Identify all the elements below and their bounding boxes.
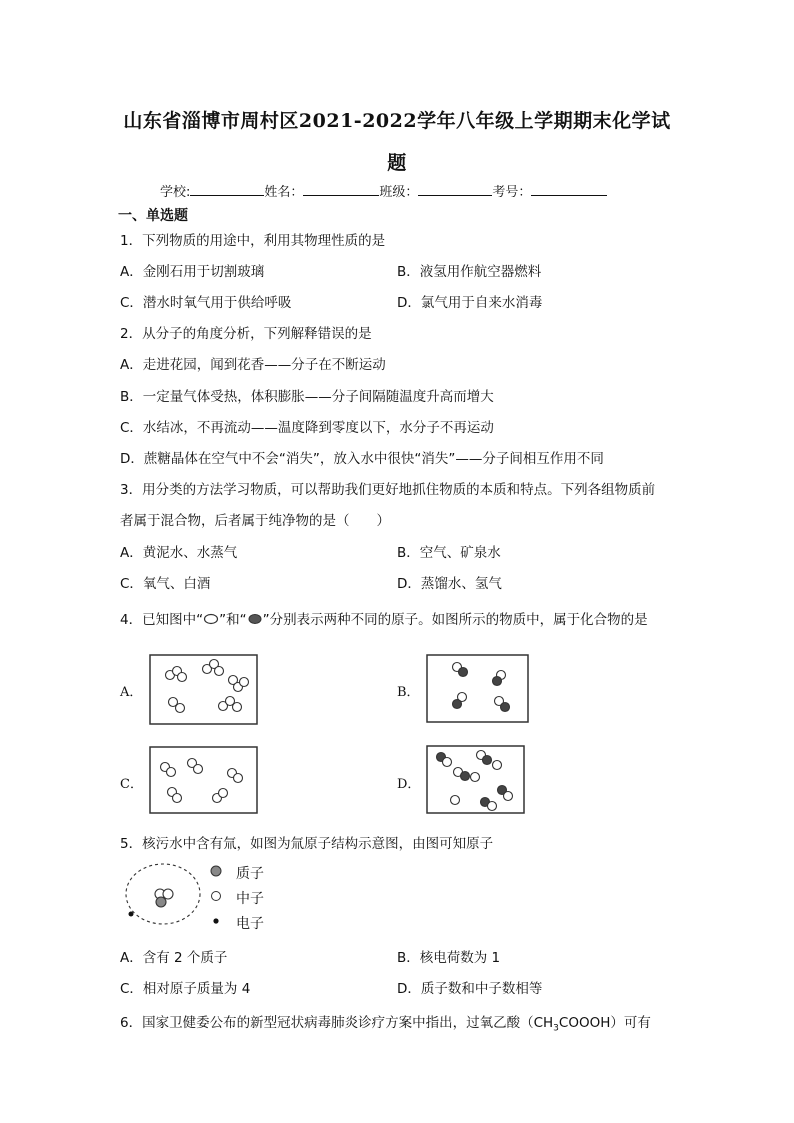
neutron-legend-label: 中子 <box>236 891 264 907</box>
number-label: 考号： <box>492 185 532 200</box>
tritium-atom-diagram <box>119 858 209 928</box>
q6-stem-part2: COOOH）可有 <box>558 1015 651 1031</box>
q5-option-a[interactable]: A．含有 2 个质子 <box>120 950 228 966</box>
q1-option-a[interactable]: A．金刚石用于切割玻璃 <box>120 264 265 280</box>
q1-option-d[interactable]: D．氯气用于自来水消毒 <box>397 295 543 311</box>
name-label: 姓名： <box>264 185 304 200</box>
q4-option-d-label[interactable]: D． <box>397 777 421 792</box>
proton-legend-icon <box>209 864 223 878</box>
q2-option-c[interactable]: C．水结冰，不再流动——温度降到零度以下，水分子不再运动 <box>120 420 494 436</box>
q3-option-a[interactable]: A．黄泥水、水蒸气 <box>120 545 238 561</box>
q4-option-c-label[interactable]: C． <box>120 777 143 792</box>
q1-option-c[interactable]: C．潜水时氧气用于供给呼吸 <box>120 295 292 311</box>
document-title-line1: 山东省淄博市周村区2021-2022学年八年级上学期期末化学试 <box>123 110 671 132</box>
q2-stem: 2．从分子的角度分析，下列解释错误的是 <box>120 326 372 342</box>
q4-option-a-label[interactable]: A． <box>120 685 143 700</box>
q1-option-b[interactable]: B．液氢用作航空器燃料 <box>397 264 542 280</box>
q3-option-b[interactable]: B．空气、矿泉水 <box>397 545 501 561</box>
electron-legend-icon <box>209 914 223 928</box>
q2-option-a[interactable]: A．走进花园，闻到花香——分子在不断运动 <box>120 357 386 373</box>
q6-stem-part1: 6．国家卫健委公布的新型冠状病毒肺炎诊疗方案中指出，过氧乙酸（CH <box>120 1015 554 1031</box>
section-heading: 一、单选题 <box>118 208 188 224</box>
q3-stem-line1: 3．用分类的方法学习物质，可以帮助我们更好地抓住物质的本质和特点。下列各组物质前 <box>120 482 656 498</box>
electron-legend-label: 电子 <box>236 916 264 932</box>
q2-option-b[interactable]: B．一定量气体受热，体积膨胀——分子间隔随温度升高而增大 <box>120 389 494 405</box>
q5-option-c[interactable]: C．相对原子质量为 4 <box>120 981 251 997</box>
q4-stem-part3: ”分别表示两种不同的原子。如图所示的物质中，属于化合物的是 <box>262 612 648 628</box>
q4-option-c-diagram[interactable] <box>149 746 259 815</box>
q5-stem: 5．核污水中含有氚，如图为氚原子结构示意图，由图可知原子 <box>120 836 494 852</box>
q4-option-b-label[interactable]: B． <box>397 685 420 700</box>
school-label: 学校: <box>160 185 191 200</box>
q5-option-b[interactable]: B．核电荷数为 1 <box>397 950 501 966</box>
white-atom-icon <box>203 613 219 625</box>
q3-option-c[interactable]: C．氧气、白酒 <box>120 576 211 592</box>
q6-formula-subscript: 3 <box>553 1023 559 1034</box>
q2-option-d[interactable]: D．蔗糖晶体在空气中不会“消失”，放入水中很快“消失”——分子间相互作用不同 <box>120 451 604 467</box>
proton-legend-label: 质子 <box>236 866 264 882</box>
q4-stem-part1: 4．已知图中“ <box>120 612 204 628</box>
q5-option-d[interactable]: D．质子数和中子数相等 <box>397 981 543 997</box>
name-blank[interactable] <box>303 183 379 196</box>
q4-option-d-diagram[interactable] <box>426 745 526 815</box>
document-title-line2: 题 <box>387 152 407 174</box>
q4-stem-part2: ”和“ <box>219 612 247 628</box>
black-atom-icon <box>247 613 263 625</box>
q4-stem <box>120 608 648 628</box>
q6-stem <box>120 1011 651 1034</box>
q3-option-d[interactable]: D．蒸馏水、氢气 <box>397 576 502 592</box>
neutron-legend-icon <box>209 889 223 903</box>
class-blank[interactable] <box>418 183 492 196</box>
q1-stem: 1．下列物质的用途中，利用其物理性质的是 <box>120 233 386 249</box>
student-info-row <box>160 181 607 200</box>
class-label: 班级： <box>379 185 419 200</box>
school-blank[interactable] <box>190 183 264 196</box>
q4-option-a-diagram[interactable] <box>149 654 259 726</box>
number-blank[interactable] <box>531 183 607 196</box>
q4-option-b-diagram[interactable] <box>426 654 530 724</box>
q3-stem-line2: 者属于混合物，后者属于纯净物的是（ ） <box>120 513 390 529</box>
